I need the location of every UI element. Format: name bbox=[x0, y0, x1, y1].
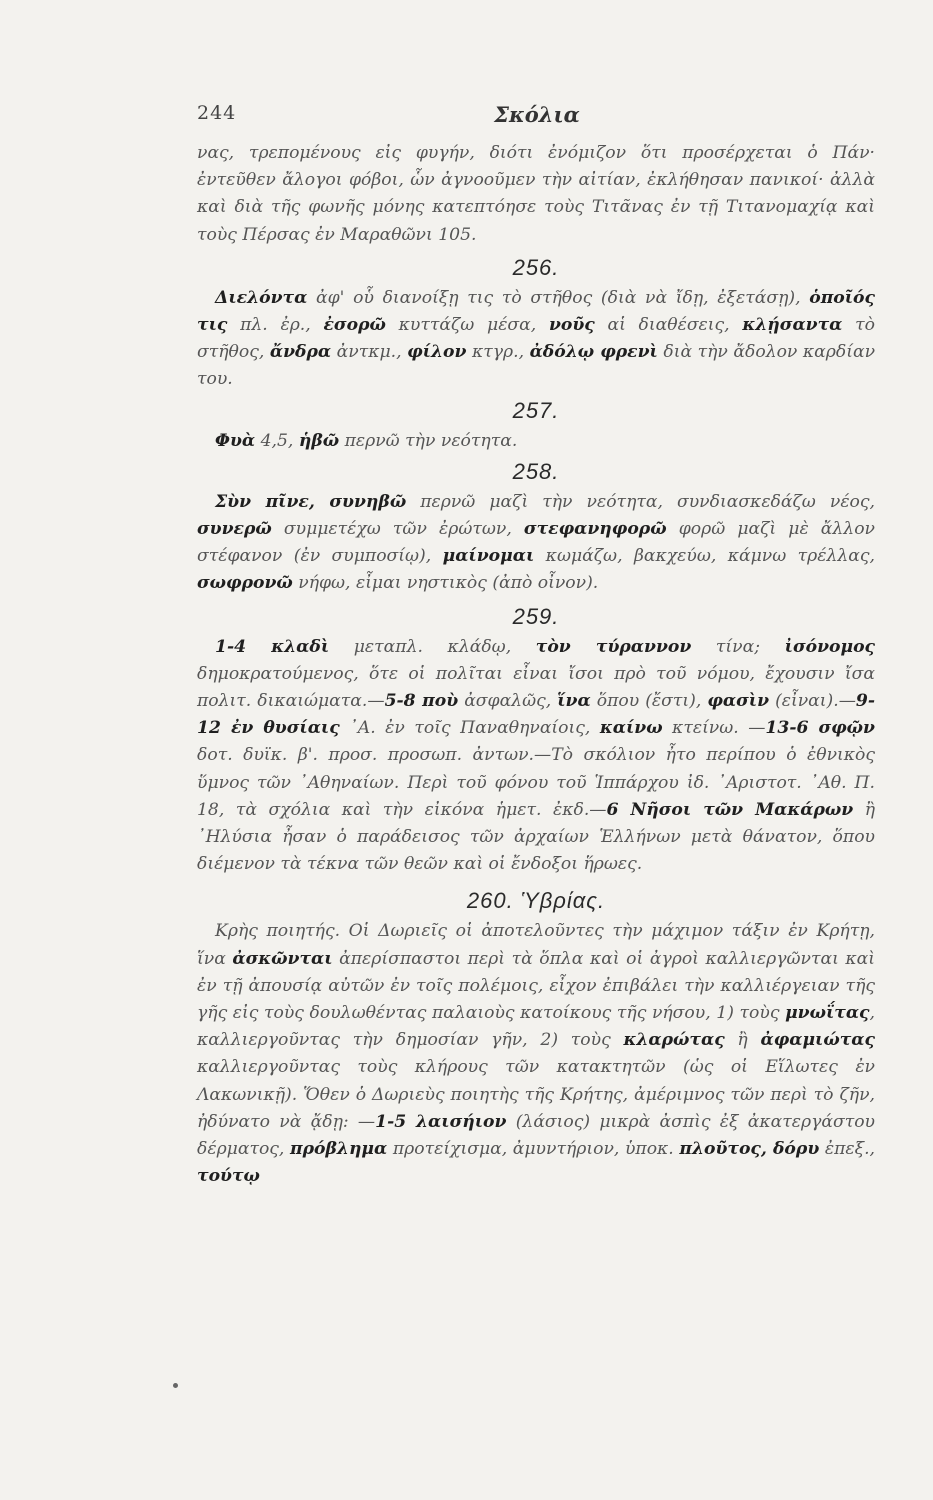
commentary-paragraph: Σὺν πῖνε, συνηβῶ περνῶ μαζὶ τὴν νεότητα, συνδιασκεδάζω νέος, συνερῶ συμμετέχω τῶν ἐρώτων, στεφανηφορῶ φορῶ μαζὶ μὲ ἄλλον στέφανον (ἐν συμποσίῳ), μαίνομαι κωμάζω, βακχεύω, κάμνω τρέλλας, σωφρονῶ νήφω, εἶμαι νηστικὸς (ἀπὸ οἶνον). bbox=[197, 491, 875, 594]
section-number: 260. Ὑβρίας. bbox=[466, 888, 606, 914]
lemma: 13-6 σφῷν bbox=[765, 718, 875, 739]
lemma: μνωΐτας bbox=[785, 1003, 870, 1024]
section-number: 259. bbox=[512, 603, 560, 629]
lemma: συνερῶ bbox=[197, 519, 272, 540]
section-number: 257. bbox=[512, 397, 560, 423]
lemma: καίνω bbox=[599, 718, 663, 739]
lemma: στεφανηφορῶ bbox=[523, 519, 667, 540]
commentary-paragraph: Κρὴς ποιητής. Οἱ Δωριεῖς οἱ ἀποτελοῦντες τὴν μάχιμον τάξιν ἐν Κρήτῃ, ἵνα ἀσκῶνται ἀπερίσπαστοι περὶ τὰ ὅπλα καὶ οἱ ἀγροὶ καλλιεργῶνται καὶ ἐν τῇ ἀπουσίᾳ αὐτῶν ἐν τοῖς πολέμοις, εἶχον ἐπιβάλει τὴν καλλιέργειαν τῆς γῆς εἰς τοὺς δουλωθέντας παλαιοὺς κατοίκους τῆς νήσου, 1) τοὺς μνωΐτας, καλλιεργοῦντας τὴν δημοσίαν γῆν, 2) τοὺς κλαρώτας ἢ ἀφαμιώτας καλλιεργοῦντας τοὺς κλήρους τῶν κατακτητῶν (ὡς οἱ Εἵλωτες ἐν Λακωνικῇ). Ὅθεν ὁ Δωριεὺς ποιητὴς τῆς Κρήτης, ἀμέριμνος τῶν περὶ τὸ ζῆν, ἠδύνατο νὰ ᾄδῃ: —1-5 λαισήιον (λάσιος) μικρὰ ἀσπὶς ἐξ ἀκατεργάστου δέρματος, πρόβλημα προτείχισμα, ἀμυντήριον, ὑποκ. πλοῦτος, δόρυ ἐπεξ., τούτῳ bbox=[197, 921, 875, 1187]
margin-dot bbox=[173, 1383, 178, 1388]
running-head bbox=[197, 102, 877, 132]
lemma: Φυὰ bbox=[215, 430, 256, 451]
lemma: ἐσορῶ bbox=[323, 315, 386, 336]
commentary-paragraph: Φυὰ 4,5, ἡβῶ περνῶ τὴν νεότητα. bbox=[215, 430, 518, 451]
lemma: ἀσκῶνται bbox=[232, 948, 333, 969]
lemma: 6 Νῆσοι τῶν Μακάρων bbox=[606, 799, 854, 820]
lemma: Σὺν πῖνε, συνηβῶ bbox=[215, 491, 407, 512]
lemma: φασὶν bbox=[707, 691, 770, 712]
lemma: πρόβλημα bbox=[290, 1139, 388, 1160]
lemma: ἄνδρα bbox=[269, 342, 332, 363]
page-number: 244 bbox=[197, 102, 237, 124]
lemma: ἀδόλῳ φρενὶ bbox=[529, 342, 658, 363]
lemma: ἰσόνομος bbox=[784, 636, 875, 657]
lemma: 9-12 ἐν θυσίαις bbox=[197, 691, 875, 739]
page-title: Σκόλια bbox=[494, 102, 580, 127]
lemma: φίλον bbox=[407, 342, 467, 363]
lemma: σωφρονῶ bbox=[197, 573, 293, 594]
lemma: κλῄσαντα bbox=[742, 315, 843, 336]
lemma: ἀφαμιώτας bbox=[760, 1030, 875, 1051]
lemma: ὁποῖός τις bbox=[197, 287, 875, 336]
lemma: 1-4 κλαδὶ bbox=[215, 636, 330, 657]
commentary-paragraph: 1-4 κλαδὶ μεταπλ. κλάδῳ, τὸν τύραννον τίνα; ἰσόνομος δημοκρατούμενος, ὅτε οἱ πολῖται εἶναι ἴσοι πρὸ τοῦ νόμου, ἔχουσιν ἴσα πολιτ. δικαιώματα.—5-8 ποὺ ἀσφαλῶς, ἵνα ὅπου (ἔστι), φασὶν (εἶναι).—9-12 ἐν θυσίαις ᾿Α. ἐν τοῖς Παναθηναίοις, καίνω κτείνω. —13-6 σφῷν δοτ. δυϊκ. β'. προσ. προσωπ. ἀντων.—Τὸ σκόλιον ἦτο περίπου ὁ ἐθνικὸς ὕμνος τῶν ᾿Αθηναίων. Περὶ τοῦ φόνου τοῦ Ἱππάρχου ἰδ. ᾿Αριστοτ. ᾿Αθ. Π. 18, τὰ σχόλια καὶ τὴν εἰκόνα ἡμετ. ἐκδ.—6 Νῆσοι τῶν Μακάρων ἢ ᾿Ηλύσια ἦσαν ὁ παράδεισος τῶν ἀρχαίων Ἑλλήνων μετὰ θάνατον, ὅπου διέμενον τὰ τέκνα τῶν θεῶν καὶ οἱ ἔνδοξοι ἥρωες. bbox=[197, 636, 876, 875]
lemma: τούτῳ bbox=[197, 1166, 260, 1187]
commentary-paragraph: νας, τρεπομένους εἰς φυγήν, διότι ἐνόμιζον ὅτι προσέρχεται ὁ Πάν· ἐντεῦθεν ἄλογοι φόβοι, ὧν ἀγνοοῦμεν τὴν αἰτίαν, ἐκλήθησαν πανικοί· ἀλλὰ καὶ διὰ τῆς φωνῆς μόνης κατεπτόησε τοὺς Τιτᾶνας ἐν τῇ Τιτανομαχίᾳ καὶ τοὺς Πέρσας ἐν Μαραθῶνι 105. bbox=[197, 143, 875, 245]
section-number: 258. bbox=[512, 458, 560, 484]
lemma: Διελόντα bbox=[215, 287, 308, 308]
section-number: 256. bbox=[512, 254, 560, 280]
lemma: τὸν τύραννον bbox=[535, 636, 692, 657]
lemma: νοῦς bbox=[548, 315, 595, 336]
lemma: ἡβῶ bbox=[298, 430, 340, 451]
lemma: κλαρώτας bbox=[623, 1030, 725, 1051]
lemma: ἵνα bbox=[557, 691, 591, 712]
lemma: μαίνομαι bbox=[442, 546, 535, 567]
lemma: πλοῦτος, δόρυ bbox=[679, 1139, 820, 1160]
lemma: 5-8 ποὺ bbox=[384, 691, 459, 712]
lemma: 1-5 λαισήιον bbox=[375, 1111, 507, 1132]
commentary-text bbox=[197, 140, 875, 1191]
commentary-paragraph: Διελόντα ἀφ' οὗ διανοίξῃ τις τὸ στῆθος (διὰ νὰ ἴδῃ, ἐξετάσῃ), ὁποῖός τις πλ. ἐρ., ἐσορῶ κυττάζω μέσα, νοῦς αἱ διαθέσεις, κλῄσαντα τὸ στῆθος, ἄνδρα ἀντκμ., φίλον κτγρ., ἀδόλῳ φρενὶ διὰ τὴν ἄδολον καρδίαν του. bbox=[197, 287, 876, 390]
